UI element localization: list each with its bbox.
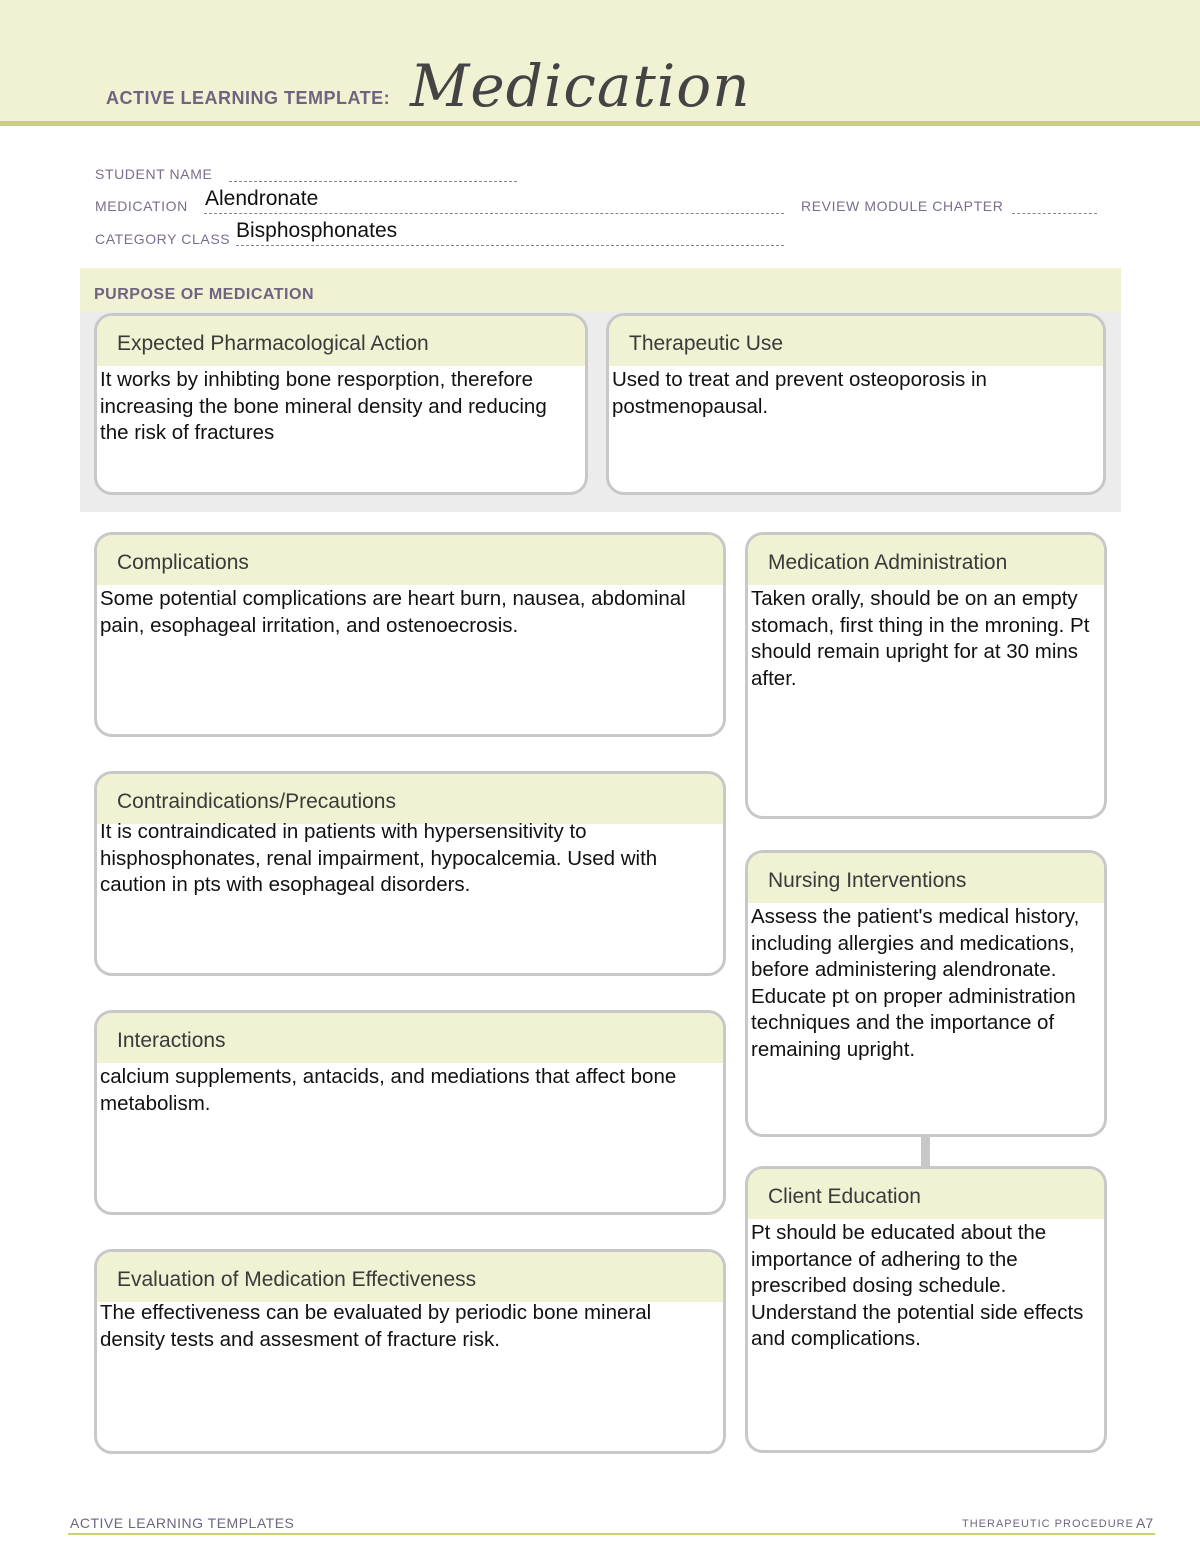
review-module-field[interactable]	[1012, 213, 1097, 214]
student-name-label: STUDENT NAME	[95, 166, 213, 182]
administration-box	[745, 532, 1107, 819]
evaluation-box	[94, 1249, 726, 1454]
footer-rule	[68, 1533, 1155, 1535]
footer-page-number: A7	[1136, 1515, 1154, 1531]
client-education-box	[745, 1166, 1107, 1453]
medication-field[interactable]: Alendronate	[205, 187, 319, 210]
nursing-interventions-title: Nursing Interventions	[748, 853, 1104, 903]
interactions-box	[94, 1010, 726, 1215]
expected-action-box	[94, 313, 588, 495]
evaluation-title: Evaluation of Medication Effectiveness	[97, 1252, 723, 1302]
header-rule	[0, 121, 1200, 126]
medication-label: MEDICATION	[95, 198, 188, 214]
nursing-interventions-text[interactable]: Assess the patient's medical history, including allergies and medications, before administering alendronate. Educate pt on proper administration techniques and the importance of remaining upright.	[751, 905, 1080, 1061]
contraindications-text[interactable]: It is contraindicated in patients with hypersensitivity to hisphosphonates, renal impairment, hypocalcemia. Used with caution in pts with esophageal disorders.	[100, 820, 658, 896]
category-class-field-line	[236, 245, 784, 246]
complications-box	[94, 532, 726, 737]
administration-text[interactable]: Taken orally, should be on an empty stomach, first thing in the mroning. Pt should remain upright for at 30 mins after.	[751, 587, 1090, 690]
nursing-interventions-box	[745, 850, 1107, 1137]
expected-action-text[interactable]: It works by inhibting bone resporption, therefore increasing the bone mineral density and reducing the risk of fractures	[100, 368, 547, 444]
purpose-title: PURPOSE OF MEDICATION	[94, 286, 314, 303]
template-label: ACTIVE LEARNING TEMPLATE:	[106, 88, 391, 108]
evaluation-text[interactable]: The effectiveness can be evaluated by periodic bone mineral density tests and assesment of fracture risk.	[100, 1301, 652, 1351]
category-class-label: CATEGORY CLASS	[95, 231, 231, 247]
template-title: Medication	[410, 52, 751, 120]
interactions-title: Interactions	[97, 1013, 723, 1063]
medication-field-line	[204, 213, 784, 214]
complications-text[interactable]: Some potential complications are heart burn, nausea, abdominal pain, esophageal irritation, and ostenoecrosis.	[100, 587, 686, 637]
contraindications-title: Contraindications/Precautions	[97, 774, 723, 824]
therapeutic-use-box	[606, 313, 1106, 495]
client-education-title: Client Education	[748, 1169, 1104, 1219]
administration-title: Medication Administration	[748, 535, 1104, 585]
expected-action-title: Expected Pharmacological Action	[97, 316, 585, 366]
footer-right-label: THERAPEUTIC PROCEDURE	[962, 1518, 1134, 1530]
therapeutic-use-text[interactable]: Used to treat and prevent osteoporosis in postmenopausal.	[612, 368, 987, 418]
student-name-field[interactable]	[229, 181, 517, 182]
therapeutic-use-title: Therapeutic Use	[609, 316, 1103, 366]
box-connector	[921, 1134, 930, 1168]
complications-title: Complications	[97, 535, 723, 585]
contraindications-box	[94, 771, 726, 976]
category-class-field[interactable]: Bisphosphonates	[236, 219, 398, 242]
client-education-text[interactable]: Pt should be educated about the importance of adhering to the prescribed dosing schedule. Understand the potential side effects and complications.	[751, 1221, 1084, 1350]
footer-left-label: ACTIVE LEARNING TEMPLATES	[70, 1515, 295, 1531]
interactions-text[interactable]: calcium supplements, antacids, and mediations that affect bone metabolism.	[100, 1065, 677, 1115]
review-module-label: REVIEW MODULE CHAPTER	[801, 198, 1004, 214]
